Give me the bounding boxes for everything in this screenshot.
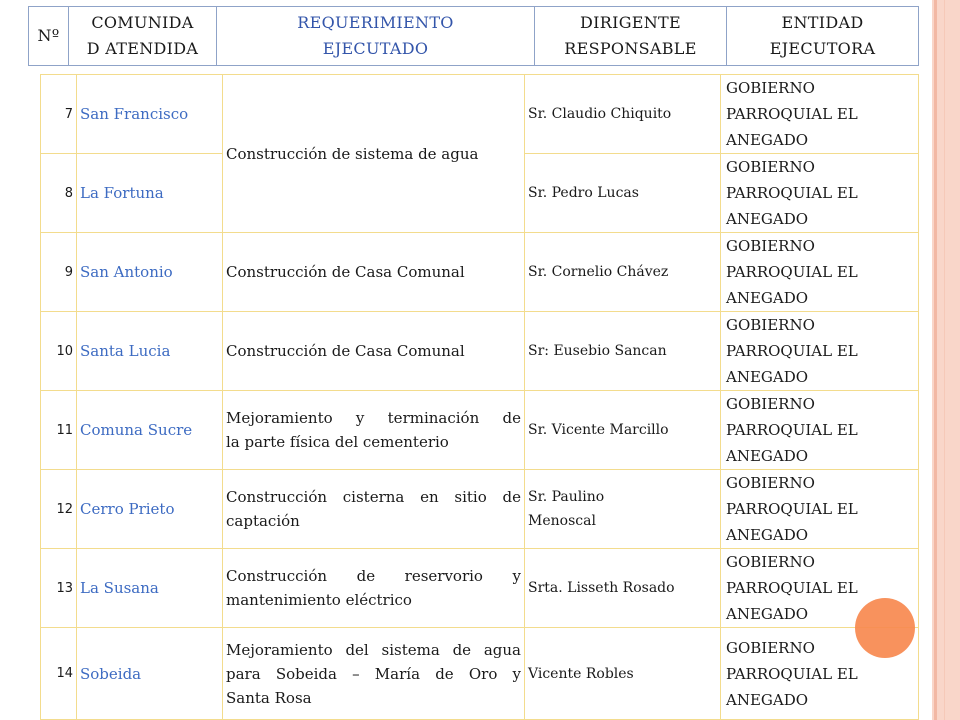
requirement: Construcción de Casa Comunal [223,312,525,391]
entity-line: PARROQUIAL EL [726,664,858,683]
community-name: La Fortuna [77,154,223,233]
entity-line: GOBIERNO [726,395,815,413]
row-number: 8 [41,154,77,233]
entity-line: GOBIERNO [726,237,815,255]
entity-line: PARROQUIAL EL [726,184,858,202]
header-dirigente [535,7,727,66]
requirement [223,391,525,470]
leader: Sr. Claudio Chiquito [525,75,721,154]
entity-line: GOBIERNO [726,553,815,571]
community-name: Sobeida [77,628,223,720]
community-name: Santa Lucia [77,312,223,391]
entity-line: GOBIERNO [726,638,815,657]
community-name: La Susana [77,549,223,628]
row-number: 9 [41,233,77,312]
leader-line: Menoscal [528,513,596,529]
executing-entity [721,233,919,312]
row-number: 14 [41,628,77,720]
requirement-line: Construcción cisterna en sitio de [226,488,521,506]
header-comunidad-line2: D ATENDIDA [86,39,199,58]
entity-line: ANEGADO [726,526,809,544]
requirement-line: para Sobeida – María de Oro y [226,664,521,683]
entity-line: ANEGADO [726,289,809,307]
executing-entity [721,75,919,154]
requirement-line: Mejoramiento del sistema de agua [226,640,521,659]
executing-entity [721,391,919,470]
community-name: Cerro Prieto [77,470,223,549]
executing-entity [721,470,919,549]
table-row [41,470,919,549]
header-comunidad [69,7,217,66]
decorative-orange-circle [855,598,915,658]
entity-line: PARROQUIAL EL [726,579,858,597]
entity-line: ANEGADO [726,131,809,149]
communities-table [40,74,919,720]
table-row [41,312,919,391]
row-number: 11 [41,391,77,470]
requirement-line: Mejoramiento y terminación de [226,409,521,427]
header-comunidad-line1: COMUNIDA [91,13,194,32]
entity-line: PARROQUIAL EL [726,263,858,281]
entity-line: GOBIERNO [726,474,815,492]
leader: Srta. Lisseth Rosado [525,549,721,628]
entity-line: GOBIERNO [726,79,815,97]
table-row [41,549,919,628]
community-name: Comuna Sucre [77,391,223,470]
requirement-line: mantenimiento eléctrico [226,591,412,609]
entity-line: PARROQUIAL EL [726,421,858,439]
row-number: 13 [41,549,77,628]
requirement: Construcción de sistema de agua [223,75,525,233]
table-row [41,628,919,720]
leader-line: Sr. Paulino [528,489,605,505]
community-name: San Antonio [77,233,223,312]
leader: Sr. Vicente Marcillo [525,391,721,470]
community-name: San Francisco [77,75,223,154]
row-number: 7 [41,75,77,154]
header-no: Nº [29,7,69,66]
header-dirigente-line1: DIRIGENTE [579,13,682,32]
entity-line: PARROQUIAL EL [726,342,858,360]
requirement-line: Santa Rosa [226,688,312,707]
leader: Sr. Cornelio Chávez [525,233,721,312]
requirement [223,470,525,549]
header-requerimiento [217,7,535,66]
leader [525,470,721,549]
entity-line: ANEGADO [726,605,809,623]
table-row [41,391,919,470]
executing-entity [721,154,919,233]
header-entidad [727,7,919,66]
header-dirigente-line2: RESPONSABLE [564,39,697,58]
requirement [223,628,525,720]
header-requerimiento-line2: EJECUTADO [322,39,429,58]
header-entidad-line1: ENTIDAD [781,13,864,32]
entity-line: PARROQUIAL EL [726,500,858,518]
requirement-line: la parte física del cementerio [226,433,449,451]
leader: Sr. Pedro Lucas [525,154,721,233]
leader: Vicente Robles [525,628,721,720]
entity-line: ANEGADO [726,210,809,228]
entity-line: PARROQUIAL EL [726,105,858,123]
header-table [28,6,919,66]
executing-entity [721,312,919,391]
side-decoration-line [934,0,937,720]
row-number: 10 [41,312,77,391]
entity-line: ANEGADO [726,690,809,709]
requirement-line: captación [226,512,300,530]
entity-line: GOBIERNO [726,316,815,334]
header-row [29,7,919,66]
header-entidad-line2: EJECUTORA [769,39,876,58]
row-number: 12 [41,470,77,549]
entity-line: GOBIERNO [726,158,815,176]
requirement-line: Construcción de reservorio y [226,567,521,585]
side-decoration-line-thin [944,0,945,720]
entity-line: ANEGADO [726,368,809,386]
leader: Sr: Eusebio Sancan [525,312,721,391]
entity-line: ANEGADO [726,447,809,465]
header-requerimiento-line1: REQUERIMIENTO [297,13,454,32]
table-row [41,233,919,312]
requirement [223,549,525,628]
table-row [41,75,919,154]
requirement: Construcción de Casa Comunal [223,233,525,312]
